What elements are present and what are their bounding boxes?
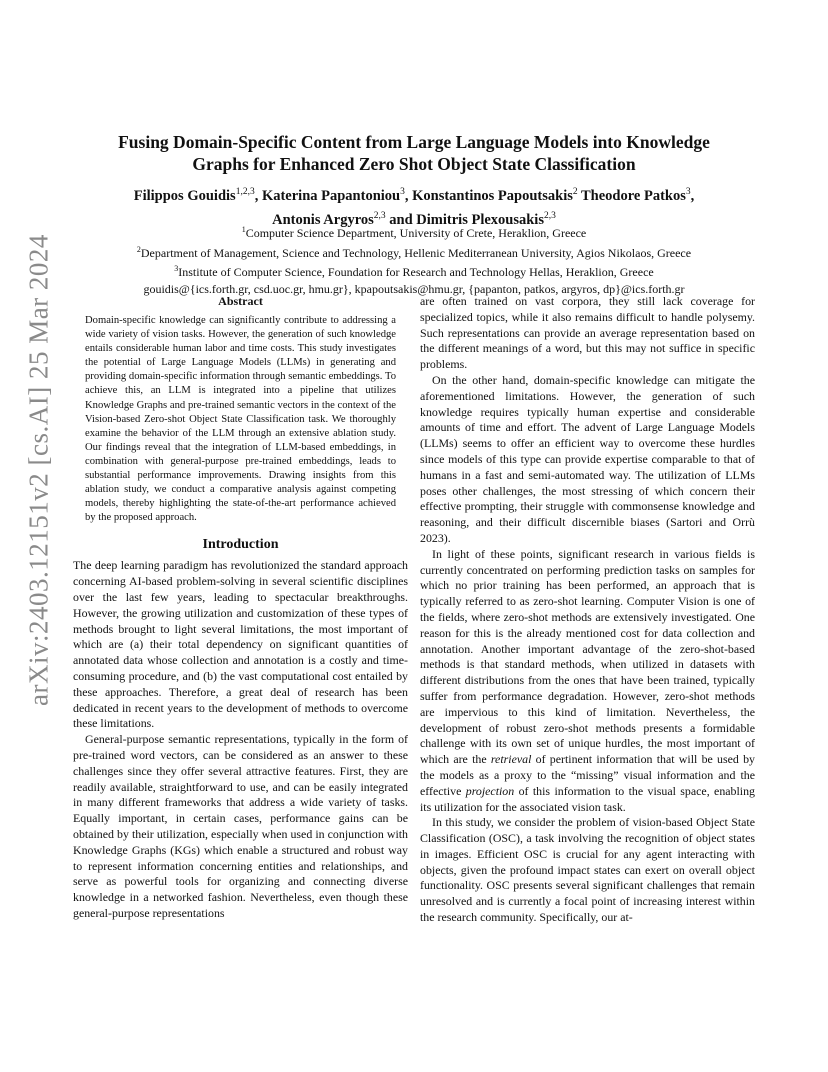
affiliation-line — [60, 222, 768, 242]
author-affiliation-mark: 3 — [400, 187, 405, 197]
affiliation-text: Institute of Computer Science, Foundation for Research and Technology Hellas, Heraklion, Greece — [178, 265, 654, 279]
author-affiliation-mark: 2,3 — [543, 210, 556, 221]
author-affiliation-mark: 2,3 — [373, 210, 386, 221]
author-name: Katerina Papantoniou — [261, 187, 401, 204]
affiliation-line — [60, 242, 768, 262]
affiliation-mark: 2 — [136, 244, 141, 254]
intro-paragraph-2: General-purpose semantic representations, typically in the form of pre-trained word vectors, can be considered as an answer to these challenges since they offer several attractive features. First, they are readily available, straightforward to use, and can be easily integrated in many different frameworks that address a wide variety of tasks. Equally important, in certain cases, performance gains can be obtained by their utilization, especially when used in conjunction with Knowledge Graphs (KGs) which enable a structured and robust way to represent information concerning entities and relationships, and serve as powerful tools for organizing and connecting diverse knowledge in a networked fashion. Nevertheless, even though these general-purpose representations — [73, 732, 408, 920]
intro-paragraph-5: In this study, we consider the problem of vision-based Object State Classification (OSC), a task involving the recognition of object states in images. Efficient OSC is crucial for any agent interacting with objects, given the profound impact states can exert on overall object functionality. OSC presents several significant challenges that remain unresolved and is currently a focal point of increasing interest within the research community. Specifically, our at- — [420, 815, 755, 925]
arxiv-identifier: arXiv:2403.12151v2 [cs.AI] 25 Mar 2024 — [23, 234, 54, 706]
intro-paragraph-3: On the other hand, domain-specific knowledge can mitigate the aforementioned limitations. However, the generation of such knowledge requires typically human expertise and considerable amounts of time and effort. The advent of Large Language Models (LLMs) seems to offer an efficient way to overcome these hurdles since models of this type can provide expertise comparable to that of humans in a fast and semi-automated way. The utilization of LLMs poses other challenges, the most stressing of which concern their effective prompting, their struggle with commonsense knowledge and reasoning, and their difficult discernible biases (Sartori and Orrù 2023). — [420, 372, 755, 545]
affiliation-text: Department of Management, Science and Technology, Hellenic Mediterranean University, Agios Nikolaos, Greece — [140, 245, 692, 260]
author-separator: , — [254, 187, 262, 204]
affiliation-mark: 1 — [241, 225, 246, 234]
paragraph-text: of pertinent information that will be used by the models as a proxy to the “missing” visual information and the effective — [420, 752, 755, 798]
author-separator: and — [385, 211, 417, 228]
author-affiliation-mark: 1,2,3 — [235, 187, 255, 197]
paragraph-text: of this information to the visual space, enabling its utilization for the associated vision task. — [420, 783, 755, 814]
author-separator: , — [690, 187, 695, 204]
author-name: Filippos Gouidis — [133, 187, 236, 204]
abstract-heading: Abstract — [218, 294, 263, 308]
emphasis-projection: projection — [465, 783, 515, 798]
abstract-text: Domain-specific knowledge can significantly contribute to addressing a wide variety of vision tasks. However, the generation of such knowledge entails considerable human labor and time costs. This study investigates the potential of Large Language Models (LLMs) in generating and providing domain-specific information through semantic embeddings. To achieve this, an LLM is integrated into a pipeline that utilizes Knowledge Graphs and pre-trained semantic vectors in the context of the Vision-based Zero-shot Object State Classification task. We thoroughly examine the behavior of the LLM through an extensive ablation study. Our findings reveal that the integration of LLM-based embeddings, in combination with general-purpose pre-trained embeddings, leads to substantial performance improvements. Drawing insights from this ablation study, we conduct a comparative analysis against competing models, thereby highlighting the state-of-the-art performance achieved by the proposed approach. — [85, 315, 396, 524]
author-affiliation-mark: 2 — [572, 187, 578, 197]
title-line-1: Fusing Domain-Specific Content from Large Language Models into Knowledge — [118, 132, 710, 152]
affiliations — [60, 222, 768, 297]
title-line-2: Graphs for Enhanced Zero Shot Object State Classification — [192, 154, 636, 174]
author-name: Antonis Argyros — [272, 211, 374, 228]
introduction-heading: Introduction — [202, 537, 279, 553]
affiliation-mark: 3 — [174, 264, 179, 273]
intro-paragraph-4 — [420, 547, 755, 816]
paragraph-text: In light of these points, significant research in various fields is currently concentrated on performing prediction tasks on samples for which no prior training has been performed, an approach that is typically referred to as zero-shot learning. Computer Vision is one of the fields, where zero-shot methods are extensively investigated. One reason for this is the already mentioned cost for data collection and annotation. Another important advantage of the zero-shot-based methods is that standard methods, when utilized in datasets with different distributions from the ones that have been trained, typically suffer from performance degradation. However, zero-shot methods are impervious to this kind of limitation. Nevertheless, the development of robust zero-shot methods presents a formidable challenge with its own set of unique hurdles, the most important of which are the — [420, 546, 755, 767]
left-column — [73, 294, 408, 922]
author-name: Theodore Patkos — [581, 187, 686, 204]
paper-title — [80, 131, 748, 175]
right-column — [420, 294, 755, 926]
author-name: Dimitris Plexousakis — [416, 211, 544, 228]
affiliation-line — [60, 261, 768, 281]
intro-paragraph-2-continued: are often trained on vast corpora, they still lack coverage for specialized topics, while it also remains difficult to handle polysemy. Such representations can provide an average representation based on the different meanings of a word, but this may not suffice in specific problems. — [420, 294, 755, 372]
emphasis-retrieval: retrieval — [490, 752, 532, 767]
author-separator: , — [404, 187, 413, 204]
affiliation-text: Computer Science Department, University of Crete, Heraklion, Greece — [245, 226, 587, 240]
author-affiliation-mark: 3 — [685, 187, 691, 197]
intro-paragraph-1: The deep learning paradigm has revolutionized the standard approach concerning AI-based problem-solving in several scientific disciplines over the last few years, leading to spectacular breakthroughs. However, the growing utilization and customization of these types of methods brought to light several limitations, the most important of which are (a) their total dependency on significant quantities of annotated data whose collection and annotation is a costly and time-consuming procedure, and (b) the vast computational cost entailed by these approaches. Therefore, a great deal of research has been dedicated in recent years to the development of methods to overcome these limitations. — [73, 558, 408, 731]
author-name: Konstantinos Papoutsakis — [412, 187, 573, 204]
author-emails: gouidis@{ics.forth.gr, csd.uoc.gr, hmu.gr}, kpapoutsakis@hmu.gr, {papanton, patkos, argyros, dp}@ics.forth.gr — [143, 281, 685, 296]
